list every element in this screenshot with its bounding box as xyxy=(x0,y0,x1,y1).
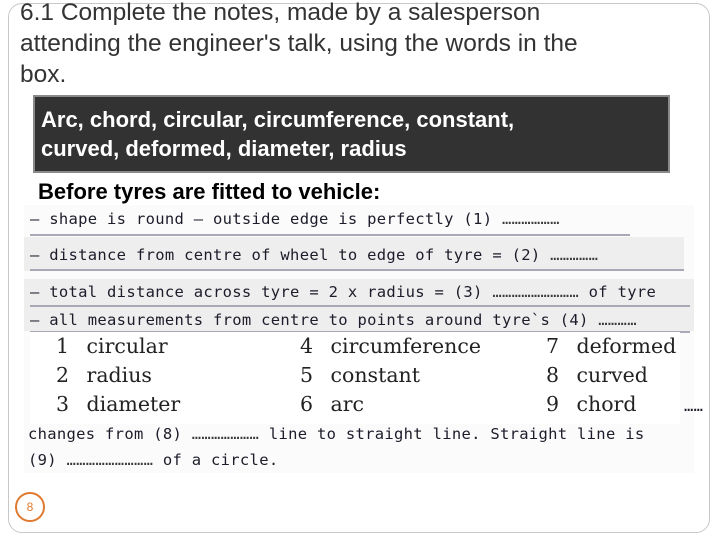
note-line-4 xyxy=(30,311,637,329)
answer-item xyxy=(546,392,636,416)
note-line-2-blank: …………… xyxy=(550,246,599,264)
note-line-7 xyxy=(28,425,644,443)
answer-number: 6 xyxy=(300,392,314,416)
note-line-2-text: — distance from centre of wheel to edge of tyre = (2) xyxy=(30,246,541,264)
answer-word: curved xyxy=(576,363,648,387)
note-line-3-text: — total distance across tyre = 2 x radius = (3) xyxy=(30,283,483,301)
title-line-3: box. xyxy=(20,61,67,88)
answer-item xyxy=(56,334,168,358)
answer-item xyxy=(56,392,180,416)
answer-item xyxy=(300,392,364,416)
note-line-7-text: changes from (8) xyxy=(28,425,183,443)
answer-word: chord xyxy=(576,392,637,416)
answer-item xyxy=(546,334,676,358)
answer-number: 4 xyxy=(300,334,314,358)
note-line-7-end: line to straight line. Straight line is xyxy=(268,425,645,443)
note-line-3-blank: ……………………… xyxy=(492,283,580,301)
answer-word: radius xyxy=(86,363,152,387)
word-box xyxy=(33,95,670,173)
note-line-2 xyxy=(30,246,598,264)
answer-number: 5 xyxy=(300,363,314,387)
note-line-3-end: of tyre xyxy=(588,283,657,301)
note-line-1 xyxy=(30,210,560,228)
answer-word: circular xyxy=(86,334,168,358)
title-line-2: attending the engineer's talk, using the words in the xyxy=(20,30,578,57)
answer-number: 7 xyxy=(546,334,560,358)
word-box-line-2: curved, deformed, diameter, radius xyxy=(41,136,407,161)
note-line-8-blank: ……………………… xyxy=(66,451,154,469)
answer-item xyxy=(546,363,648,387)
note-line-4-text: — all measurements from centre to points around tyre`s (4) xyxy=(30,311,589,329)
note-line-8-end: of a circle. xyxy=(162,451,279,469)
answer-number: 8 xyxy=(546,363,560,387)
note-line-8 xyxy=(28,451,278,469)
answer-number: 1 xyxy=(56,334,70,358)
note-line-4-blank: ………… xyxy=(598,311,637,329)
note-line-1-text: — shape is round — outside edge is perfectly (1) xyxy=(30,210,493,228)
answer-key xyxy=(30,332,680,424)
note-rule xyxy=(30,234,630,236)
note-line-1-blank: ……………… xyxy=(501,210,560,228)
note-line-7-blank: ………………… xyxy=(191,425,260,443)
answer-item xyxy=(56,363,152,387)
answer-word: arc xyxy=(330,392,365,416)
answer-number: 2 xyxy=(56,363,70,387)
title-line-1: 6.1 Complete the notes, made by a salesperson xyxy=(20,0,541,26)
answer-number: 3 xyxy=(56,392,70,416)
answer-word: constant xyxy=(330,363,420,387)
word-box-line-1: Arc, chord, circular, circumference, constant, xyxy=(41,107,515,132)
slide-title xyxy=(20,0,700,90)
answer-word: diameter xyxy=(86,392,181,416)
answer-number: 9 xyxy=(546,392,560,416)
note-line-3 xyxy=(30,283,656,301)
answer-word: deformed xyxy=(576,334,677,358)
notes-subheading: Before tyres are fitted to vehicle: xyxy=(38,179,381,204)
note-line-8-text: (9) xyxy=(28,451,57,469)
note-line-6-blank: …… xyxy=(684,397,704,415)
answer-word: circumference xyxy=(330,334,481,358)
note-rule xyxy=(30,305,690,307)
answer-item xyxy=(300,334,481,358)
page-number-badge: 8 xyxy=(15,492,45,522)
note-rule xyxy=(30,269,684,271)
answer-item xyxy=(300,363,420,387)
